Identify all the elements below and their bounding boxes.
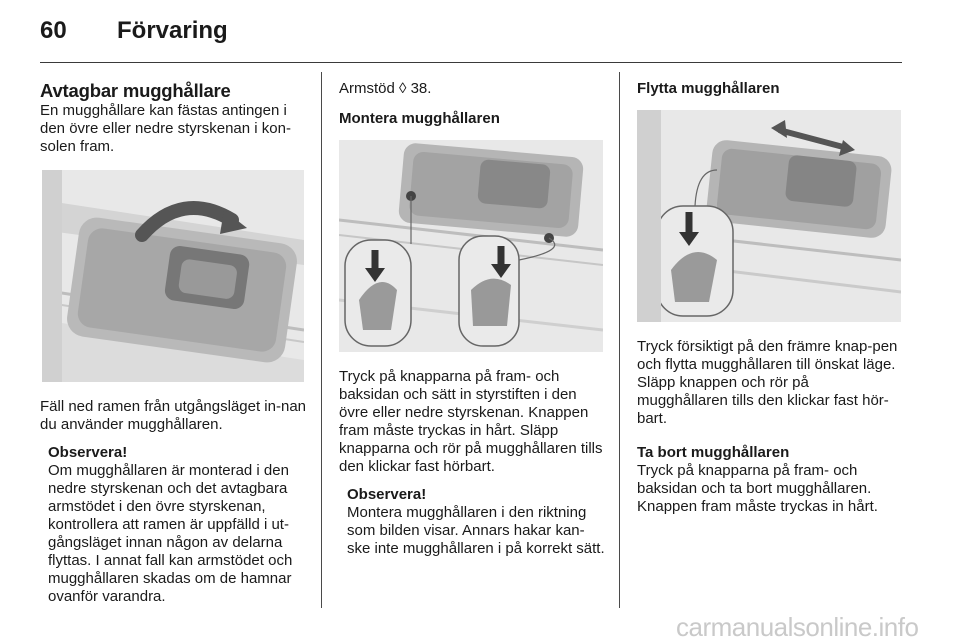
move-instructions: Tryck försiktigt på den främre knap-pen och flytta mugghållaren till önskat läge. Släpp knappen och rör på mugghållaren tills den klickar fast hör-bart. xyxy=(637,338,898,427)
section-heading-removable-cupholder: Avtagbar mugghållare xyxy=(40,80,231,101)
section-heading-move: Flytta mugghållaren xyxy=(637,80,780,97)
figure-mount-cupholder xyxy=(339,140,603,352)
watermark: carmanualsonline.info xyxy=(676,612,919,642)
armrest-reference: Armstöd ◊ 38. xyxy=(339,80,432,97)
column-3 xyxy=(637,80,903,516)
column-1 xyxy=(40,80,306,606)
column-divider-1 xyxy=(321,72,322,608)
note-box-2 xyxy=(347,486,605,558)
header-rule xyxy=(40,62,902,63)
page-number: 60 xyxy=(40,17,67,44)
figure-move-cupholder xyxy=(637,110,901,322)
note-title: Observera! xyxy=(48,444,128,461)
page-title: Förvaring xyxy=(117,17,228,44)
note-text: Montera mugghållaren i den riktning som bilden visar. Annars hakar kan-ske inte mugghållaren i på korrekt sätt. xyxy=(347,504,605,557)
note-title: Observera! xyxy=(347,486,427,503)
figure-fold-frame xyxy=(42,170,304,382)
intro-paragraph: En mugghållare kan fästas antingen i den övre eller nedre styrskenan i kon-solen fram. xyxy=(40,102,291,155)
remove-instructions: Tryck på knapparna på fram- och baksidan och ta bort mugghållaren. Knappen fram måste tryckas in hårt. xyxy=(637,462,878,515)
note-box-1 xyxy=(48,444,306,606)
section-heading-mount: Montera mugghållaren xyxy=(339,110,500,127)
section-heading-remove: Ta bort mugghållaren xyxy=(637,444,790,461)
column-divider-2 xyxy=(619,72,620,608)
column-2 xyxy=(339,80,605,558)
fold-frame-paragraph: Fäll ned ramen från utgångsläget in-nan du använder mugghållaren. xyxy=(40,398,307,433)
note-text: Om mugghållaren är monterad i den nedre styrskenan och det avtagbara armstödet i den övre styrskenan, kontrollera att ramen är uppfälld i ut-gångsläget innan någon av delarna flyttas. I annat fall kan armstödet och mugghållaren skadas om de hamnar ovanför varandra. xyxy=(48,462,293,605)
page-header xyxy=(0,0,960,62)
mount-instructions: Tryck på knapparna på fram- och baksidan och sätt in styrstiften i den övre eller nedre styrskenan. Knappen fram måste tryckas in hårt. Släpp knapparna och rör på mugghållaren tills den klickar fast hörbart. xyxy=(339,368,603,475)
